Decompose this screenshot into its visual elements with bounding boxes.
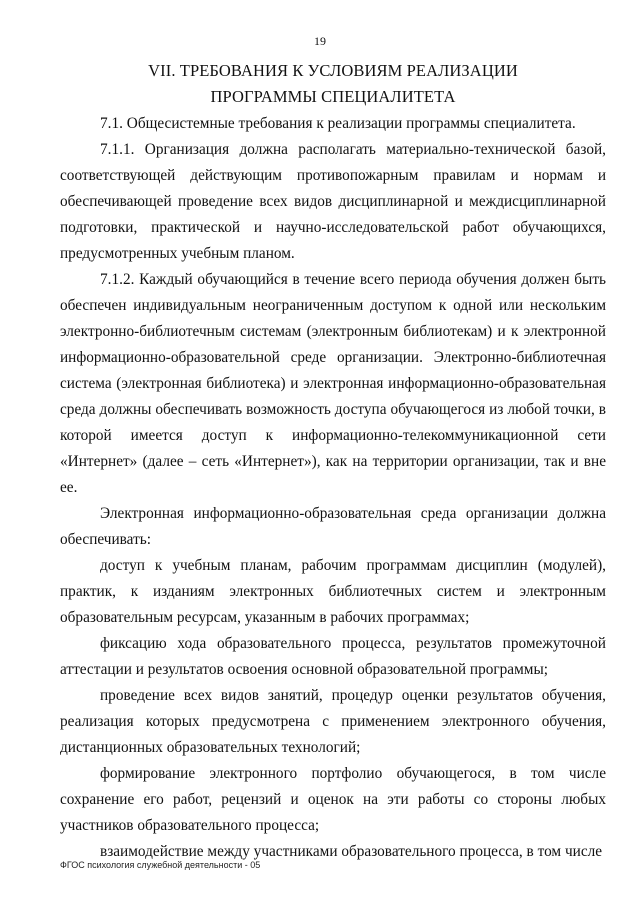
list-item-interaction: взаимодействие между участниками образовательного процесса, в том числе [100, 843, 603, 860]
list-item-portfolio: формирование электронного портфолио обучающегося, в том числе сохранение его работ, рецензий и оценок на эти работы со стороны любых участников образовательного процесса; [60, 765, 606, 834]
paragraph-7-1-1: 7.1.1. Организация должна располагать материально-технической базой, соответствующей действующим противопожарным правилам и нормам и обеспечивающей проведение всех видов дисциплинарной и междисциплинарной подготовки, практической и научно-исследовательской работ обучающихся, предусмотренных учебным планом. [60, 141, 606, 262]
list-item-recording: фиксацию хода образовательного процесса, результатов промежуточной аттестации и результатов освоения основной образовательной программы; [60, 635, 606, 678]
document-body [60, 111, 606, 865]
list-item-classes: проведение всех видов занятий, процедур оценки результатов обучения, реализация которых предусмотрена с применением электронного обучения, дистанционных образовательных технологий; [60, 687, 606, 756]
list-item-access: доступ к учебным планам, рабочим программам дисциплин (модулей), практик, к изданиям электронных библиотечных систем и электронным образовательным ресурсам, указанным в рабочих программах; [60, 557, 606, 626]
page-footer: ФГОС психология служебной деятельности - 05 [60, 860, 261, 870]
section-title [60, 58, 606, 110]
paragraph-7-1: 7.1. Общесистемные требования к реализации программы специалитета. [100, 115, 576, 132]
section-title-line-1: VII. ТРЕБОВАНИЯ К УСЛОВИЯМ РЕАЛИЗАЦИИ [148, 61, 518, 80]
paragraph-eios-intro: Электронная информационно-образовательная среда организации должна обеспечивать: [60, 505, 606, 548]
section-title-line-2: ПРОГРАММЫ СПЕЦИАЛИТЕТА [210, 87, 456, 106]
page-number: 19 [314, 34, 326, 48]
paragraph-7-1-2: 7.1.2. Каждый обучающийся в течение всего периода обучения должен быть обеспечен индивидуальным неограниченным доступом к одной или нескольким электронно-библиотечным системам (электронным библиотекам) и к электронной информационно-образовательной среде организации. Электронно-библиотечная система (электронная библиотека) и электронная информационно-образовательная среда должны обеспечивать возможность доступа обучающегося из любой точки, в которой имеется доступ к информационно-телекоммуникационной сети «Интернет» (далее – сеть «Интернет»), как на территории организации, так и вне ее. [60, 271, 606, 496]
